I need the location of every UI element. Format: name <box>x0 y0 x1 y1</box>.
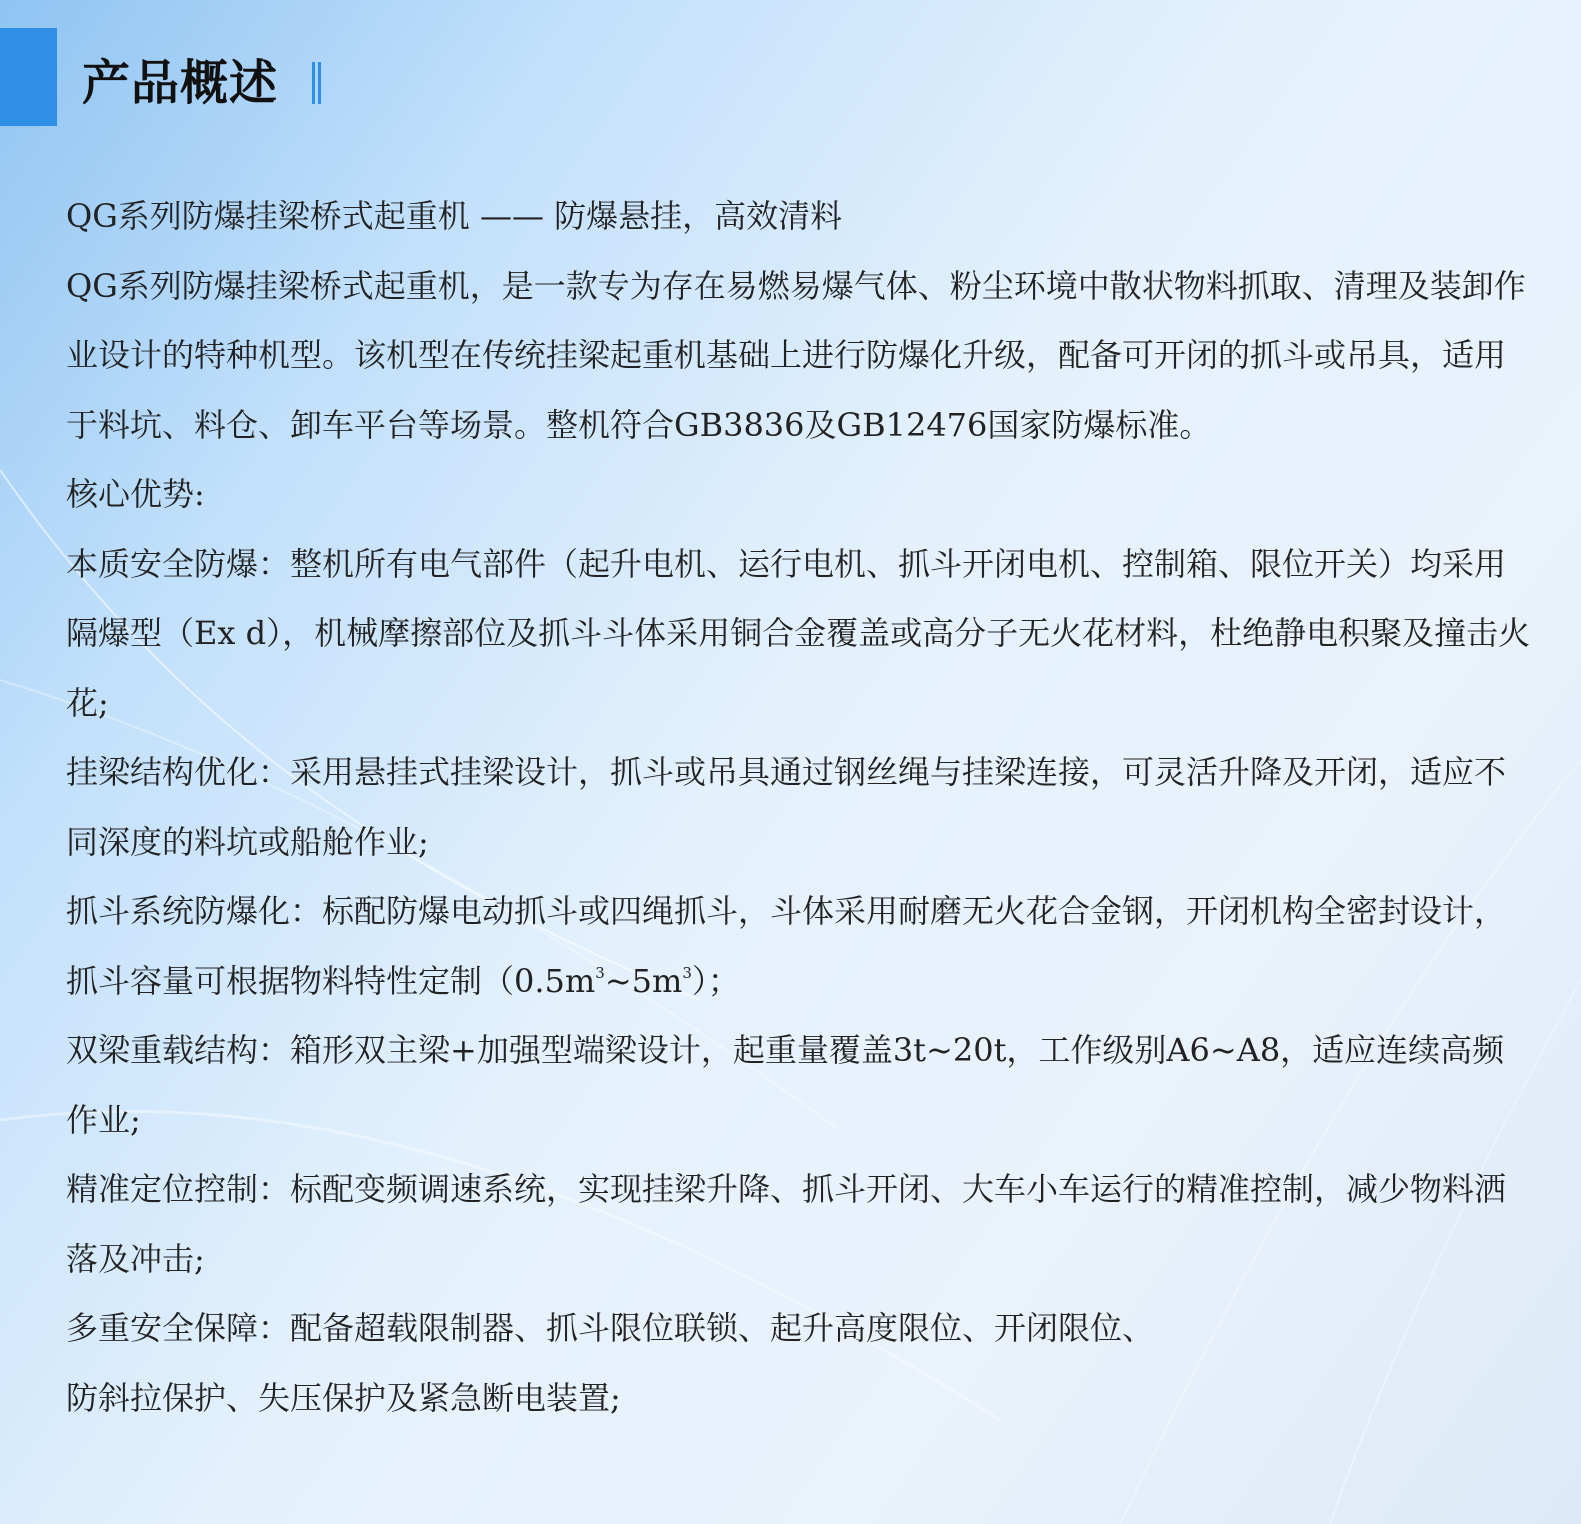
intro-paragraph: QG系列防爆挂梁桥式起重机，是一款专为存在易燃易爆气体、粉尘环境中散状物料抓取、清理及装卸作业设计的特种机型。该机型在传统挂梁起重机基础上进行防爆化升级，配备可开闭的抓斗或吊具，适用于料坑、料仓、卸车平台等场景。整机符合GB3836及GB12476国家防爆标准。 <box>66 266 1526 444</box>
advantage-double-girder: 双梁重载结构：箱形双主梁+加强型端梁设计，起重量覆盖3t~20t，工作级别A6~A8，适应连续高频作业; <box>66 1031 1505 1139</box>
advantage-positioning: 精准定位控制：标配变频调速系统，实现挂梁升降、抓斗开闭、大车小车运行的精准控制，减少物料洒落及冲击; <box>66 1170 1507 1278</box>
grab-system-text: 抓斗系统防爆化：标配防爆电动抓斗或四绳抓斗，斗体采用耐磨无火花合金钢，开闭机构全密封设计，抓斗容量可根据物料特性定制 <box>66 892 1507 1000</box>
headline: QG系列防爆挂梁桥式起重机 —— 防爆悬挂，高效清料 <box>66 197 843 235</box>
header-accent-bar <box>0 28 57 126</box>
content-body <box>66 182 1536 1433</box>
page-title: 产品概述 <box>82 55 279 111</box>
safety-line-1: 多重安全保障：配备超载限制器、抓斗限位联锁、起升高度限位、开闭限位、 <box>66 1309 1155 1347</box>
title-divider-icon <box>312 62 322 104</box>
safety-line-2: 防斜拉保护、失压保护及紧急断电装置; <box>66 1378 621 1417</box>
grab-capacity: $(0.5m^3\sim 5m^3)$； <box>482 961 740 1000</box>
advantages-heading: 核心优势: <box>66 475 205 513</box>
advantage-safety <box>66 1294 1536 1433</box>
advantage-grab-system <box>66 877 1536 1016</box>
advantage-beam-structure: 挂梁结构优化：采用悬挂式挂梁设计，抓斗或吊具通过钢丝绳与挂梁连接，可灵活升降及开闭，适应不同深度的料坑或船舱作业; <box>66 753 1507 861</box>
advantage-explosion-proof: 本质安全防爆：整机所有电气部件（起升电机、运行电机、抓斗开闭电机、控制箱、限位开关）均采用隔爆型（Ex d），机械摩擦部位及抓斗斗体采用铜合金覆盖或高分子无火花材料，杜绝静电积聚及撞击火花; <box>66 544 1531 722</box>
